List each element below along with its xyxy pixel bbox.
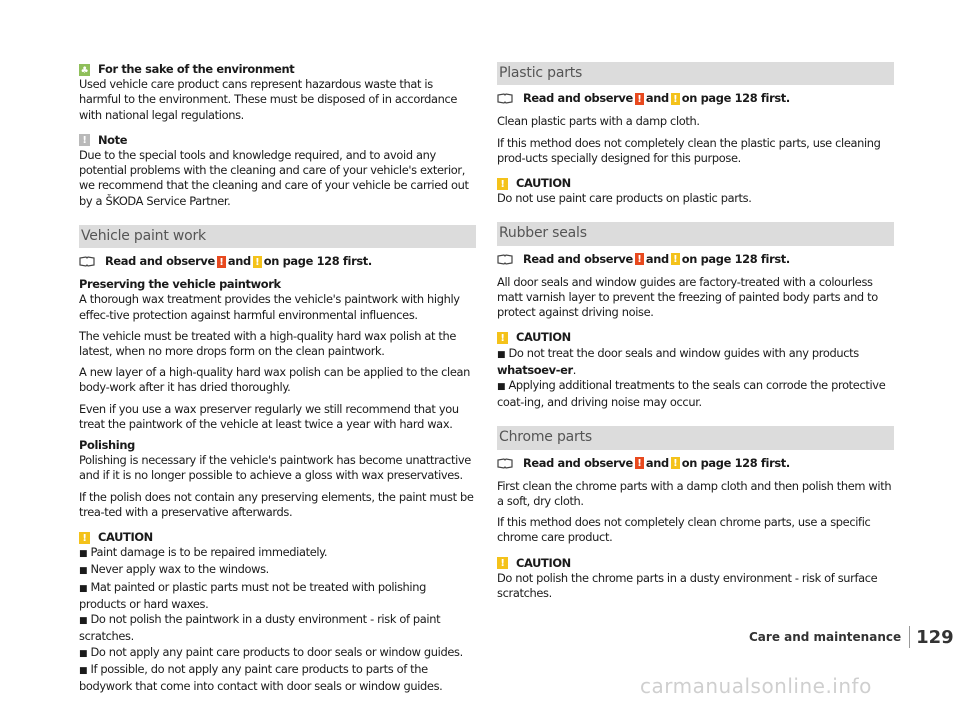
section-title-plastic: Plastic parts bbox=[497, 62, 894, 85]
paragraph: All door seals and window guides are factory-treated with a colourless matt varnish layer to prevent the freezing of painted body parts and to protect against driving noise. bbox=[497, 274, 878, 320]
book-icon bbox=[497, 254, 513, 265]
caution-heading: ! CAUTION bbox=[79, 530, 476, 545]
warning-icon bbox=[635, 457, 644, 469]
section-title-paint: Vehicle paint work bbox=[79, 225, 476, 248]
paragraph: A new layer of a high-quality hard wax polish can be applied to the clean body-work after it has dried thoroughly. bbox=[79, 365, 471, 395]
book-icon bbox=[497, 458, 513, 469]
list-item: ■ Do not apply any paint care products to door seals or window guides. bbox=[79, 644, 463, 659]
caution-text: Do not use paint care products on plastic parts. bbox=[497, 191, 752, 206]
paragraph: If this method does not completely clean chrome parts, use a specific chrome care product. bbox=[497, 515, 871, 545]
warning-icon bbox=[635, 253, 644, 265]
caution-icon bbox=[671, 457, 680, 469]
section-title-chrome: Chrome parts bbox=[497, 426, 894, 449]
page-number: 129 bbox=[916, 626, 954, 648]
paragraph: Clean plastic parts with a damp cloth. bbox=[497, 114, 700, 129]
note-heading: ! Note bbox=[79, 133, 476, 148]
caution-icon bbox=[671, 93, 680, 105]
list-item: ■ Do not treat the door seals and window guides with any products whatsoev-er. bbox=[497, 345, 859, 377]
paragraph: Even if you use a wax preserver regularly we still recommend that you treat the paintwork of the vehicle at least twice a year with hard wax. bbox=[79, 401, 459, 431]
right-column bbox=[497, 62, 894, 607]
caution-icon bbox=[253, 256, 262, 268]
left-column bbox=[79, 62, 476, 694]
list-item: ■ If possible, do not apply any paint care products to parts of the bodywork that come into contact with door seals or window guides. bbox=[79, 661, 443, 693]
environment-heading: ♣ For the sake of the environment bbox=[79, 62, 476, 77]
environment-icon bbox=[79, 64, 90, 76]
paragraph: First clean the chrome parts with a damp cloth and then polish them with a soft, dry cloth. bbox=[497, 478, 892, 509]
environment-text: Used vehicle care product cans represent hazardous waste that is harmful to the environment. These must be disposed of in accordance with national legal regulations. bbox=[79, 77, 458, 122]
footer-divider bbox=[909, 626, 910, 648]
watermark: carmanualsonline.info bbox=[640, 674, 872, 698]
subheading-preserving: Preserving the vehicle paintwork bbox=[79, 277, 281, 292]
subheading-polishing: Polishing bbox=[79, 438, 135, 453]
caution-heading: ! CAUTION bbox=[497, 176, 894, 191]
note-text: Due to the special tools and knowledge required, and to avoid any potential problems with the cleaning and care of your vehicle's exterior, we recommend that the cleaning and care of your vehicle be carried out by a ŠKODA Service Partner. bbox=[79, 148, 469, 208]
footer-section-name: Care and maintenance bbox=[749, 630, 902, 644]
page-footer bbox=[749, 626, 954, 648]
paragraph: Polishing is necessary if the vehicle's paintwork has become unattractive and if it is no longer possible to achieve a gloss with wax preservatives. bbox=[79, 453, 471, 483]
list-item: ■ Mat painted or plastic parts must not be treated with polishing products or hard waxes. bbox=[79, 579, 426, 611]
caution-icon bbox=[497, 332, 508, 344]
list-item: ■ Paint damage is to be repaired immediately. bbox=[79, 545, 328, 560]
cross-reference: Read and observe ! and ! on page 128 first. bbox=[497, 456, 894, 471]
list-item: ■ Do not polish the paintwork in a dusty environment - risk of paint scratches. bbox=[79, 612, 441, 644]
list-item: ■ Never apply wax to the windows. bbox=[79, 562, 269, 577]
section-title-rubber: Rubber seals bbox=[497, 222, 894, 245]
caution-icon bbox=[671, 253, 680, 265]
cross-reference: Read and observe ! and ! on page 128 first. bbox=[497, 91, 894, 106]
paragraph: If the polish does not contain any preserving elements, the paint must be trea-ted with a preservative afterwards. bbox=[79, 489, 474, 519]
list-item: ■ Applying additional treatments to the seals can corrode the protective coat-ing, and driving noise may occur. bbox=[497, 378, 886, 410]
caution-icon bbox=[497, 178, 508, 190]
paragraph: A thorough wax treatment provides the vehicle's paintwork with highly effec-tive protection against harmful environmental influences. bbox=[79, 292, 460, 322]
caution-heading: ! CAUTION bbox=[497, 330, 894, 345]
caution-text: Do not polish the chrome parts in a dusty environment - risk of surface scratches. bbox=[497, 570, 878, 601]
warning-icon bbox=[635, 93, 644, 105]
note-icon bbox=[79, 134, 90, 146]
book-icon bbox=[497, 93, 513, 104]
warning-icon bbox=[217, 256, 226, 268]
caution-list bbox=[79, 545, 476, 694]
caution-icon bbox=[497, 557, 508, 569]
cross-reference: Read and observe ! and ! on page 128 first. bbox=[497, 252, 894, 267]
cross-reference: Read and observe ! and ! on page 128 first. bbox=[79, 254, 476, 269]
book-icon bbox=[79, 256, 95, 267]
caution-icon bbox=[79, 532, 90, 544]
caution-heading: ! CAUTION bbox=[497, 556, 894, 571]
paragraph: The vehicle must be treated with a high-quality hard wax polish at the latest, when no more drops form on the clean paintwork. bbox=[79, 328, 457, 359]
paragraph: If this method does not completely clean the plastic parts, use cleaning prod-ucts specially designed for this purpose. bbox=[497, 135, 881, 165]
